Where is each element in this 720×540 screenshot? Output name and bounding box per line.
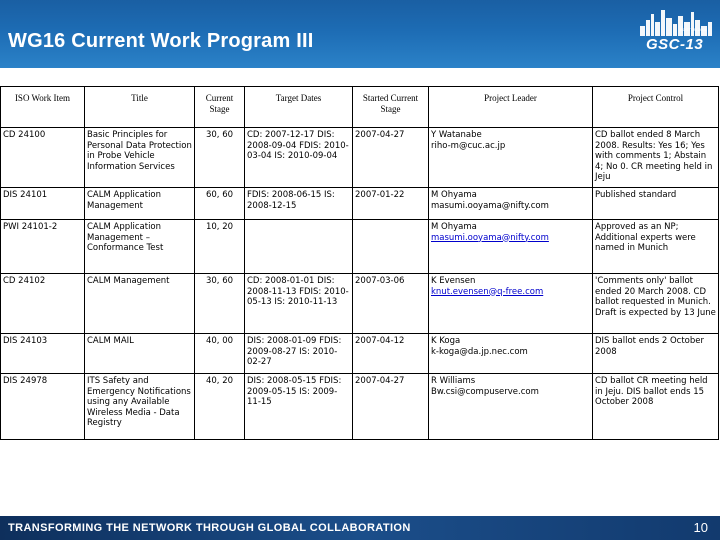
cell-leader bbox=[429, 334, 593, 374]
leader-email-link[interactable]: knut.evensen@q-free.com bbox=[431, 286, 544, 297]
cell-stage: 40, 20 bbox=[195, 374, 245, 440]
leader-name: M Ohyama bbox=[431, 190, 477, 200]
cell-stage: 10, 20 bbox=[195, 220, 245, 274]
cell-item: DIS 24101 bbox=[1, 188, 85, 220]
page-title: WG16 Current Work Program III bbox=[8, 30, 314, 52]
cell-leader bbox=[429, 188, 593, 220]
column-header-iso-work-item: ISO Work Item bbox=[1, 87, 85, 128]
leader-email: riho-m@cuc.ac.jp bbox=[431, 140, 506, 151]
cell-control: Published standard bbox=[593, 188, 719, 220]
table-header-row bbox=[1, 87, 719, 128]
cell-title: Basic Principles for Personal Data Protection in Probe Vehicle Information Services bbox=[85, 128, 195, 188]
leader-name: Y Watanabe bbox=[431, 130, 482, 140]
leader-name: K Koga bbox=[431, 336, 461, 346]
cell-item: DIS 24103 bbox=[1, 334, 85, 374]
cell-started: 2007-01-22 bbox=[353, 188, 429, 220]
cell-started bbox=[353, 220, 429, 274]
cell-control: CD ballot CR meeting held in Jeju. DIS ballot ends 15 October 2008 bbox=[593, 374, 719, 440]
cell-leader bbox=[429, 374, 593, 440]
cell-control: Approved as an NP; Additional experts were named in Munich bbox=[593, 220, 719, 274]
column-header-title: Title bbox=[85, 87, 195, 128]
cell-item: DIS 24978 bbox=[1, 374, 85, 440]
table-row bbox=[1, 128, 719, 188]
leader-name: R Williams bbox=[431, 376, 476, 386]
cell-started: 2007-04-27 bbox=[353, 374, 429, 440]
table-row bbox=[1, 374, 719, 440]
footer-tagline: TRANSFORMING THE NETWORK THROUGH GLOBAL COLLABORATION bbox=[8, 522, 411, 534]
slide-header bbox=[0, 0, 720, 68]
column-header-project-control: Project Control bbox=[593, 87, 719, 128]
table-row bbox=[1, 334, 719, 374]
page-number: 10 bbox=[693, 520, 708, 535]
cell-item: CD 24102 bbox=[1, 274, 85, 334]
table-row bbox=[1, 188, 719, 220]
leader-email: Bw.csi@compuserve.com bbox=[431, 386, 539, 397]
cell-dates: DIS: 2008-05-15 FDIS: 2009-05-15 IS: 2009-11-15 bbox=[245, 374, 353, 440]
cell-control: DIS ballot ends 2 October 2008 bbox=[593, 334, 719, 374]
column-header-current-stage: Current Stage bbox=[195, 87, 245, 128]
cell-stage: 60, 60 bbox=[195, 188, 245, 220]
table-row bbox=[1, 274, 719, 334]
cell-dates bbox=[245, 220, 353, 274]
cell-title: CALM Application Management – Conformance Test bbox=[85, 220, 195, 274]
leader-name: M Ohyama bbox=[431, 222, 477, 232]
cell-stage: 40, 00 bbox=[195, 334, 245, 374]
column-header-project-leader: Project Leader bbox=[429, 87, 593, 128]
logo-text: GSC-13 bbox=[646, 36, 704, 53]
cell-leader bbox=[429, 220, 593, 274]
work-program-table bbox=[0, 86, 719, 440]
cell-control: CD ballot ended 8 March 2008. Results: Yes 16; Yes with comments 1; Abstain 4; No 0. CR meeting held in Jeju bbox=[593, 128, 719, 188]
cell-title: CALM Management bbox=[85, 274, 195, 334]
cell-dates: CD: 2007-12-17 DIS: 2008-09-04 FDIS: 2010-03-04 IS: 2010-09-04 bbox=[245, 128, 353, 188]
column-header-started-current-stage: Started Current Stage bbox=[353, 87, 429, 128]
slide-footer bbox=[0, 516, 720, 540]
cell-title: ITS Safety and Emergency Notifications using any Available Wireless Media - Data Registry bbox=[85, 374, 195, 440]
leader-email: k-koga@da.jp.nec.com bbox=[431, 346, 528, 357]
leader-email-link[interactable]: masumi.ooyama@nifty.com bbox=[431, 232, 549, 243]
logo-subtext: BOSTON 2008 bbox=[680, 27, 707, 32]
cell-started: 2007-04-12 bbox=[353, 334, 429, 374]
cell-started: 2007-03-06 bbox=[353, 274, 429, 334]
cell-started: 2007-04-27 bbox=[353, 128, 429, 188]
cell-stage: 30, 60 bbox=[195, 128, 245, 188]
leader-email: masumi.ooyama@nifty.com bbox=[431, 200, 549, 211]
column-header-target-dates: Target Dates bbox=[245, 87, 353, 128]
cell-dates: DIS: 2008-01-09 FDIS: 2009-08-27 IS: 2010-02-27 bbox=[245, 334, 353, 374]
cell-item: CD 24100 bbox=[1, 128, 85, 188]
cell-control: 'Comments only' ballot ended 20 March 2008. CD ballot requested in Munich. Draft is expected by 13 June bbox=[593, 274, 719, 334]
cell-title: CALM MAIL bbox=[85, 334, 195, 374]
cell-dates: FDIS: 2008-06-15 IS: 2008-12-15 bbox=[245, 188, 353, 220]
cell-title: CALM Application Management bbox=[85, 188, 195, 220]
table-row bbox=[1, 220, 719, 274]
cell-stage: 30, 60 bbox=[195, 274, 245, 334]
gsc-skyline-logo-icon bbox=[636, 4, 716, 64]
leader-name: K Evensen bbox=[431, 276, 476, 286]
cell-leader bbox=[429, 128, 593, 188]
cell-dates: CD: 2008-01-01 DIS: 2008-11-13 FDIS: 2010-05-13 IS: 2010-11-13 bbox=[245, 274, 353, 334]
cell-item: PWI 24101-2 bbox=[1, 220, 85, 274]
cell-leader bbox=[429, 274, 593, 334]
